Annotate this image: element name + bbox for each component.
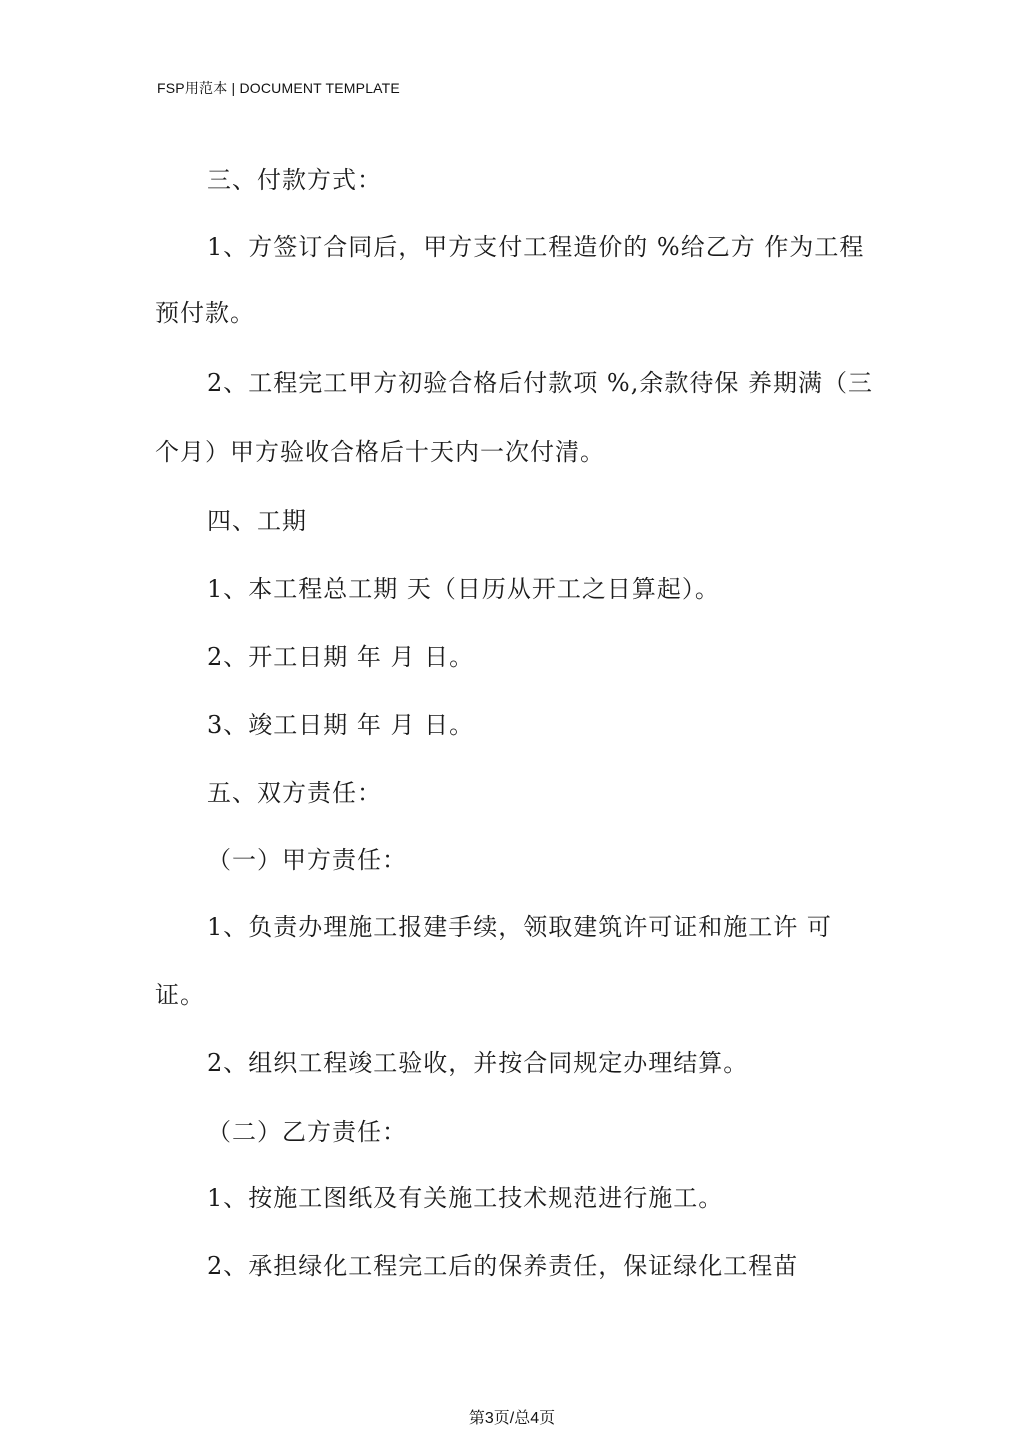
paragraph-line: 2、开工日期 年 月 日。 xyxy=(207,643,475,671)
subsection-heading-party-b: （二）乙方责任： xyxy=(207,1118,407,1146)
subsection-heading-party-a: （一）甲方责任： xyxy=(207,846,407,874)
paragraph-line: 证。 xyxy=(155,981,205,1009)
paragraph-line: 2、工程完工甲方初验合格后付款项 %,余款待保 养期满（三 xyxy=(207,369,873,397)
paragraph-line: 1、方签订合同后，甲方支付工程造价的 %给乙方 作为工程 xyxy=(207,233,865,261)
section-heading-duration: 四、工期 xyxy=(207,507,307,535)
paragraph-line: 个月）甲方验收合格后十天内一次付清。 xyxy=(155,438,605,466)
section-heading-payment: 三、付款方式： xyxy=(207,166,382,194)
paragraph-line: 1、按施工图纸及有关施工技术规范进行施工。 xyxy=(207,1184,724,1212)
paragraph-line: 1、负责办理施工报建手续，领取建筑许可证和施工许 可 xyxy=(207,913,832,941)
page-header: FSP用范本 | DOCUMENT TEMPLATE xyxy=(157,80,400,96)
paragraph-line: 预付款。 xyxy=(155,299,255,327)
section-heading-responsibilities: 五、双方责任： xyxy=(207,779,382,807)
paragraph-line: 2、组织工程竣工验收，并按合同规定办理结算。 xyxy=(207,1049,749,1077)
page-footer-indicator: 第3页/总4页 xyxy=(468,1410,556,1427)
paragraph-line: 1、本工程总工期 天（日历从开工之日算起）。 xyxy=(207,575,720,603)
paragraph-line: 2、承担绿化工程完工后的保养责任，保证绿化工程苗 xyxy=(207,1252,799,1280)
paragraph-line: 3、竣工日期 年 月 日。 xyxy=(207,711,475,739)
